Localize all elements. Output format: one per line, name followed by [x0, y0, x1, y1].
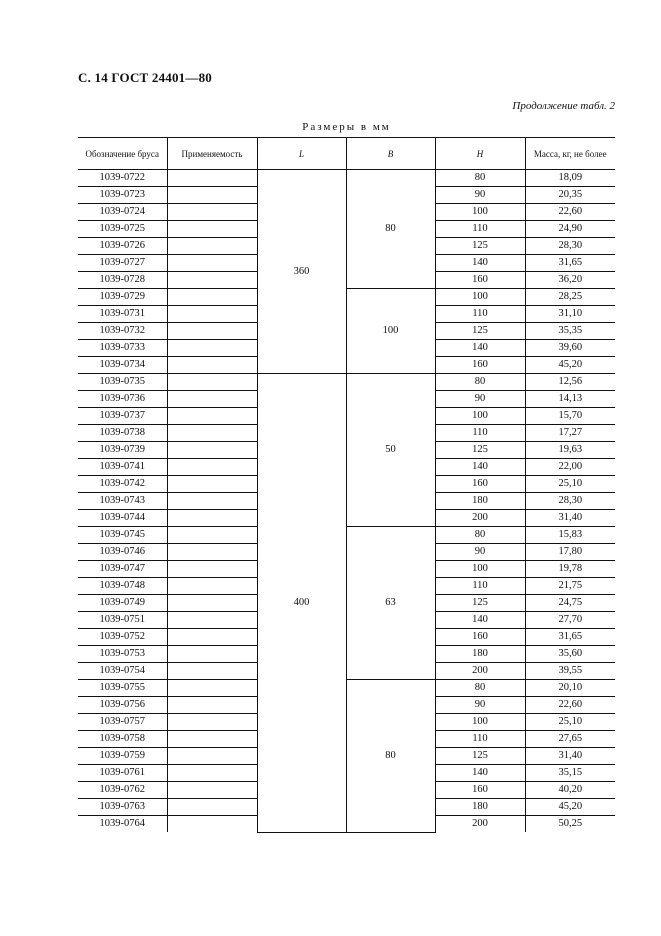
cell-designation: 1039-0741 — [78, 459, 167, 476]
table-continuation-note: Продолжение табл. 2 — [512, 100, 615, 112]
cell-width-b: 100 — [346, 289, 435, 374]
cell-applicability — [167, 765, 257, 782]
cell-designation: 1039-0761 — [78, 765, 167, 782]
cell-height-h: 90 — [435, 391, 525, 408]
cell-designation: 1039-0736 — [78, 391, 167, 408]
cell-height-h: 125 — [435, 748, 525, 765]
cell-mass: 27,70 — [525, 612, 615, 629]
cell-designation: 1039-0738 — [78, 425, 167, 442]
cell-height-h: 160 — [435, 629, 525, 646]
cell-mass: 45,20 — [525, 357, 615, 374]
table-body — [78, 170, 615, 833]
column-header-designation: Обозначение бруса — [78, 138, 167, 170]
cell-height-h: 140 — [435, 255, 525, 272]
cell-applicability — [167, 340, 257, 357]
cell-height-h: 90 — [435, 544, 525, 561]
cell-mass: 25,10 — [525, 714, 615, 731]
cell-height-h: 160 — [435, 272, 525, 289]
cell-applicability — [167, 663, 257, 680]
cell-applicability — [167, 561, 257, 578]
cell-mass: 19,63 — [525, 442, 615, 459]
cell-designation: 1039-0757 — [78, 714, 167, 731]
cell-mass: 14,13 — [525, 391, 615, 408]
cell-height-h: 125 — [435, 323, 525, 340]
cell-mass: 31,40 — [525, 510, 615, 527]
cell-height-h: 140 — [435, 765, 525, 782]
cell-mass: 31,10 — [525, 306, 615, 323]
cell-applicability — [167, 629, 257, 646]
cell-height-h: 110 — [435, 221, 525, 238]
cell-applicability — [167, 170, 257, 187]
cell-mass: 15,83 — [525, 527, 615, 544]
cell-applicability — [167, 204, 257, 221]
cell-height-h: 80 — [435, 680, 525, 697]
cell-designation: 1039-0754 — [78, 663, 167, 680]
cell-height-h: 200 — [435, 510, 525, 527]
cell-applicability — [167, 731, 257, 748]
cell-height-h: 110 — [435, 425, 525, 442]
cell-designation: 1039-0732 — [78, 323, 167, 340]
cell-height-h: 140 — [435, 612, 525, 629]
cell-mass: 24,75 — [525, 595, 615, 612]
cell-height-h: 100 — [435, 204, 525, 221]
cell-applicability — [167, 799, 257, 816]
cell-designation: 1039-0739 — [78, 442, 167, 459]
cell-mass: 39,55 — [525, 663, 615, 680]
cell-height-h: 100 — [435, 289, 525, 306]
cell-designation: 1039-0762 — [78, 782, 167, 799]
cell-designation: 1039-0744 — [78, 510, 167, 527]
cell-applicability — [167, 595, 257, 612]
table-row — [78, 527, 615, 544]
cell-height-h: 100 — [435, 561, 525, 578]
cell-applicability — [167, 782, 257, 799]
cell-mass: 25,10 — [525, 476, 615, 493]
cell-applicability — [167, 221, 257, 238]
cell-mass: 20,35 — [525, 187, 615, 204]
cell-height-h: 80 — [435, 374, 525, 391]
cell-applicability — [167, 816, 257, 833]
cell-designation: 1039-0731 — [78, 306, 167, 323]
cell-applicability — [167, 187, 257, 204]
cell-height-h: 90 — [435, 697, 525, 714]
cell-height-h: 80 — [435, 170, 525, 187]
cell-height-h: 90 — [435, 187, 525, 204]
cell-mass: 24,90 — [525, 221, 615, 238]
cell-designation: 1039-0735 — [78, 374, 167, 391]
dimensions-table — [78, 137, 615, 833]
cell-applicability — [167, 493, 257, 510]
column-header-b: B — [346, 138, 435, 170]
cell-applicability — [167, 238, 257, 255]
units-caption: Размеры в мм — [302, 121, 391, 133]
page-title: С. 14 ГОСТ 24401—80 — [78, 70, 212, 85]
cell-designation: 1039-0763 — [78, 799, 167, 816]
column-header-h: H — [435, 138, 525, 170]
cell-designation: 1039-0756 — [78, 697, 167, 714]
cell-mass: 40,20 — [525, 782, 615, 799]
cell-designation: 1039-0752 — [78, 629, 167, 646]
cell-mass: 22,60 — [525, 697, 615, 714]
cell-length-l: 400 — [257, 374, 346, 833]
cell-applicability — [167, 697, 257, 714]
table-row — [78, 170, 615, 187]
cell-mass: 35,15 — [525, 765, 615, 782]
cell-height-h: 140 — [435, 459, 525, 476]
cell-designation: 1039-0764 — [99, 818, 145, 829]
cell-height-h: 125 — [435, 238, 525, 255]
cell-designation: 1039-0724 — [78, 204, 167, 221]
cell-mass: 17,80 — [525, 544, 615, 561]
cell-applicability — [167, 459, 257, 476]
column-header-applicability: Применяемость — [167, 138, 257, 170]
cell-mass: 12,56 — [525, 374, 615, 391]
cell-designation: 1039-0727 — [78, 255, 167, 272]
cell-mass: 21,75 — [525, 578, 615, 595]
cell-designation: 1039-0729 — [78, 289, 167, 306]
cell-designation: 1039-0743 — [78, 493, 167, 510]
cell-height-h: 110 — [435, 306, 525, 323]
table-row — [78, 680, 615, 697]
cell-mass: 22,00 — [525, 459, 615, 476]
cell-mass: 18,09 — [525, 170, 615, 187]
cell-width-b: 80 — [346, 170, 435, 289]
cell-designation: 1039-0723 — [78, 187, 167, 204]
cell-height-h: 110 — [435, 578, 525, 595]
cell-applicability — [167, 612, 257, 629]
cell-width-b: 50 — [346, 374, 435, 527]
cell-applicability — [167, 680, 257, 697]
column-header-l: L — [257, 138, 346, 170]
cell-applicability — [167, 391, 257, 408]
cell-mass: 17,27 — [525, 425, 615, 442]
cell-height-h: 180 — [435, 493, 525, 510]
cell-height-h: 200 — [435, 663, 525, 680]
cell-applicability — [167, 255, 257, 272]
cell-designation: 1039-0728 — [78, 272, 167, 289]
cell-height-h: 110 — [435, 731, 525, 748]
cell-designation: 1039-0734 — [78, 357, 167, 374]
cell-applicability — [167, 323, 257, 340]
column-header-mass: Масса, кг, не более — [525, 138, 615, 170]
table-row — [78, 289, 615, 306]
cell-applicability — [167, 748, 257, 765]
table-row — [78, 374, 615, 391]
cell-applicability — [167, 425, 257, 442]
cell-height-h: 160 — [435, 782, 525, 799]
cell-applicability — [167, 289, 257, 306]
cell-height-h: 200 — [435, 816, 525, 833]
cell-height-h: 100 — [435, 714, 525, 731]
cell-designation: 1039-0737 — [78, 408, 167, 425]
cell-applicability — [167, 357, 257, 374]
cell-designation: 1039-0753 — [78, 646, 167, 663]
cell-designation: 1039-0722 — [78, 170, 167, 187]
cell-mass: 31,40 — [525, 748, 615, 765]
cell-designation: 1039-0755 — [78, 680, 167, 697]
cell-designation: 1039-0759 — [78, 748, 167, 765]
cell-applicability — [167, 510, 257, 527]
cell-mass: 36,20 — [525, 272, 615, 289]
cell-mass: 28,30 — [525, 493, 615, 510]
cell-mass: 19,78 — [525, 561, 615, 578]
cell-mass: 22,60 — [525, 204, 615, 221]
cell-designation: 1039-0742 — [78, 476, 167, 493]
cell-height-h: 125 — [435, 442, 525, 459]
cell-height-h: 180 — [435, 646, 525, 663]
cell-mass: 28,30 — [525, 238, 615, 255]
cell-height-h: 140 — [435, 340, 525, 357]
cell-mass: 35,35 — [525, 323, 615, 340]
cell-height-h: 125 — [435, 595, 525, 612]
cell-mass: 31,65 — [525, 255, 615, 272]
cell-applicability — [167, 578, 257, 595]
cell-applicability — [167, 476, 257, 493]
cell-mass: 28,25 — [525, 289, 615, 306]
cell-applicability — [167, 374, 257, 391]
cell-mass: 50,25 — [525, 816, 615, 833]
cell-width-b: 63 — [346, 527, 435, 680]
cell-designation: 1039-0746 — [78, 544, 167, 561]
cell-mass: 45,20 — [525, 799, 615, 816]
cell-height-h: 180 — [435, 799, 525, 816]
cell-designation: 1039-0748 — [78, 578, 167, 595]
cell-applicability — [167, 442, 257, 459]
cell-applicability — [167, 544, 257, 561]
cell-designation: 1039-0749 — [78, 595, 167, 612]
cell-designation: 1039-0725 — [78, 221, 167, 238]
table-header-row — [78, 138, 615, 170]
cell-applicability — [167, 646, 257, 663]
cell-designation: 1039-0745 — [78, 527, 167, 544]
cell-applicability — [167, 272, 257, 289]
cell-designation: 1039-0751 — [78, 612, 167, 629]
cell-length-l: 360 — [257, 170, 346, 374]
cell-applicability — [167, 527, 257, 544]
cell-designation: 1039-0758 — [78, 731, 167, 748]
cell-height-h: 160 — [435, 357, 525, 374]
cell-mass: 39,60 — [525, 340, 615, 357]
cell-designation: 1039-0726 — [78, 238, 167, 255]
cell-applicability — [167, 306, 257, 323]
cell-mass: 20,10 — [525, 680, 615, 697]
cell-height-h: 80 — [435, 527, 525, 544]
cell-applicability — [167, 714, 257, 731]
cell-width-b: 80 — [346, 680, 435, 833]
cell-mass: 27,65 — [525, 731, 615, 748]
cell-mass: 15,70 — [525, 408, 615, 425]
cell-height-h: 160 — [435, 476, 525, 493]
cell-applicability — [167, 408, 257, 425]
cell-height-h: 100 — [435, 408, 525, 425]
cell-designation: 1039-0733 — [78, 340, 167, 357]
cell-mass: 35,60 — [525, 646, 615, 663]
cell-mass: 31,65 — [525, 629, 615, 646]
cell-designation: 1039-0747 — [78, 561, 167, 578]
